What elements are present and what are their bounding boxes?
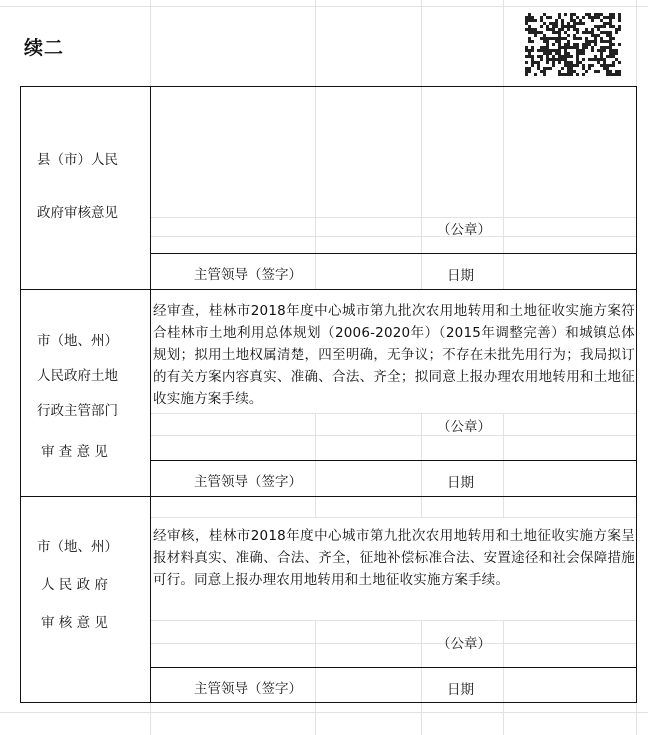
section-label-line: 审 核 意 见 — [41, 615, 108, 631]
qr-code-icon — [525, 13, 621, 76]
section-label-line: 市（地、州） — [37, 333, 118, 349]
section-label-line: 人民政府土地 — [37, 368, 118, 384]
section-label-line: 审 查 意 见 — [41, 444, 108, 460]
section-label-line: 行政主管部门 — [37, 403, 118, 419]
section-label-line: 市（地、州） — [37, 539, 118, 555]
date-label: 日期 — [447, 268, 474, 284]
date-label: 日期 — [447, 475, 474, 491]
section-label-line: 县（市）人民 — [37, 152, 118, 168]
opinion-text — [153, 96, 635, 196]
seal-label: （公章） — [437, 222, 491, 238]
seal-label: （公章） — [437, 636, 491, 652]
opinion-text: 经审核，桂林市2018年度中心城市第九批次农用地转用和土地征收实施方案呈报材料真实、准确、合法、齐全，征地补偿标准合法、安置途径和社会保障措施可行。同意上报办理农用地转用和土地征收实施方案手续。 — [153, 528, 635, 588]
page-title: 续二 — [24, 37, 65, 59]
section-label-line: 人 民 政 府 — [41, 577, 108, 593]
signer-label: 主管领导（签字） — [194, 474, 302, 490]
section-label-line: 政府审核意见 — [37, 205, 118, 221]
date-label: 日期 — [447, 682, 474, 698]
opinion-text: 经审查，桂林市2018年度中心城市第九批次农用地转用和土地征收实施方案符合桂林市土地利用总体规划（2006-2020年）（2015年调整完善）和城镇总体规划；拟用土地权属清楚，四至明确，无争议；不存在未批先用行为；我局拟订的有关方案内容真实、准确、合法、齐全；拟同意上报办理农用地转用和土地征收实施方案手续。 — [153, 303, 635, 407]
signer-label: 主管领导（签字） — [194, 267, 302, 283]
signer-label: 主管领导（签字） — [194, 681, 302, 697]
seal-label: （公章） — [437, 419, 491, 435]
